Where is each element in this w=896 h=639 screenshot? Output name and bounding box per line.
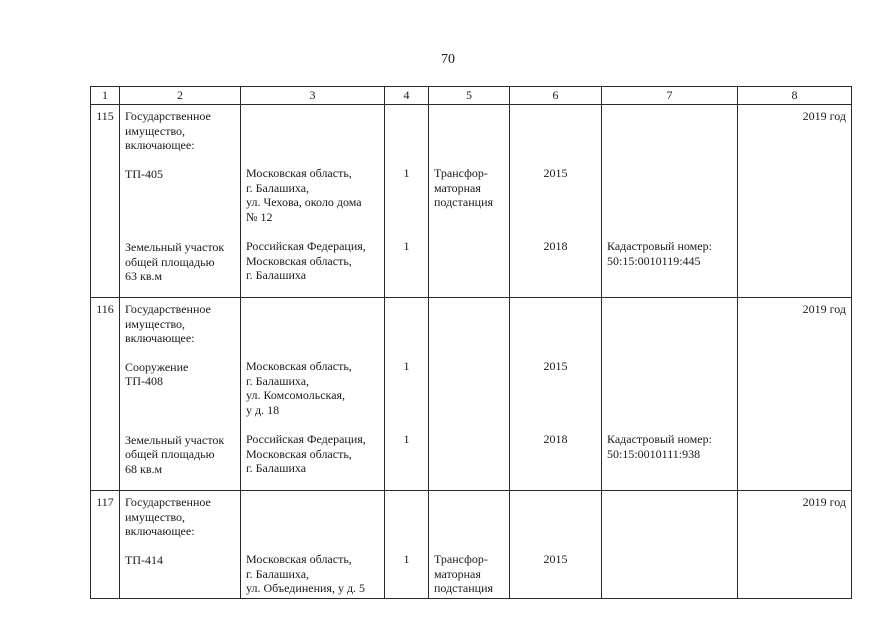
year-cell: 2015 2018 (510, 105, 602, 298)
address-cell: Московская область, г. Балашиха, ул. Объединения, у д. 5 (241, 491, 385, 599)
purpose-cell: Трансфор- маторная подстанция (429, 105, 510, 298)
cadastral-cell: Кадастровый номер: 50:15:0010111:938 (602, 298, 738, 491)
item-name-cell: Государственное имущество, включающее: ТП-405 Земельный участок общей площадью 63 кв.м (120, 105, 241, 298)
year-cell: 2015 (510, 491, 602, 599)
cadastral-cell (602, 491, 738, 599)
cadastral-cell: Кадастровый номер: 50:15:0010119:445 (602, 105, 738, 298)
purpose-cell (429, 298, 510, 491)
quantity-cell: 1 1 (385, 298, 429, 491)
row-number: 116 (91, 298, 120, 491)
quantity-cell: 1 (385, 491, 429, 599)
purpose-cell: Трансфор- маторная подстанция (429, 491, 510, 599)
year-label-cell: 2019 год (738, 105, 852, 298)
year-label-cell: 2019 год (738, 298, 852, 491)
quantity-cell: 1 1 (385, 105, 429, 298)
row-number: 117 (91, 491, 120, 599)
page-number: 70 (441, 52, 455, 67)
address-cell: Московская область, г. Балашиха, ул. Чехова, около дома № 12 Российская Федерация, Московская область, г. Балашиха (241, 105, 385, 298)
column-header: 8 (738, 87, 852, 105)
column-header: 2 (120, 87, 241, 105)
year-label-cell: 2019 год (738, 491, 852, 599)
column-header: 6 (510, 87, 602, 105)
table-row (91, 491, 852, 599)
column-header: 3 (241, 87, 385, 105)
table-row (91, 105, 852, 298)
header-row (91, 87, 852, 105)
property-registry-table (90, 86, 852, 599)
address-cell: Московская область, г. Балашиха, ул. Комсомольская, у д. 18 Российская Федерация, Московская область, г. Балашиха (241, 298, 385, 491)
column-header: 4 (385, 87, 429, 105)
year-cell: 2015 2018 (510, 298, 602, 491)
column-header: 5 (429, 87, 510, 105)
table-row (91, 298, 852, 491)
item-name-cell: Государственное имущество, включающее: Сооружение ТП-408 Земельный участок общей площадью 68 кв.м (120, 298, 241, 491)
item-name-cell: Государственное имущество, включающее: ТП-414 (120, 491, 241, 599)
row-number: 115 (91, 105, 120, 298)
column-header: 7 (602, 87, 738, 105)
column-header: 1 (91, 87, 120, 105)
